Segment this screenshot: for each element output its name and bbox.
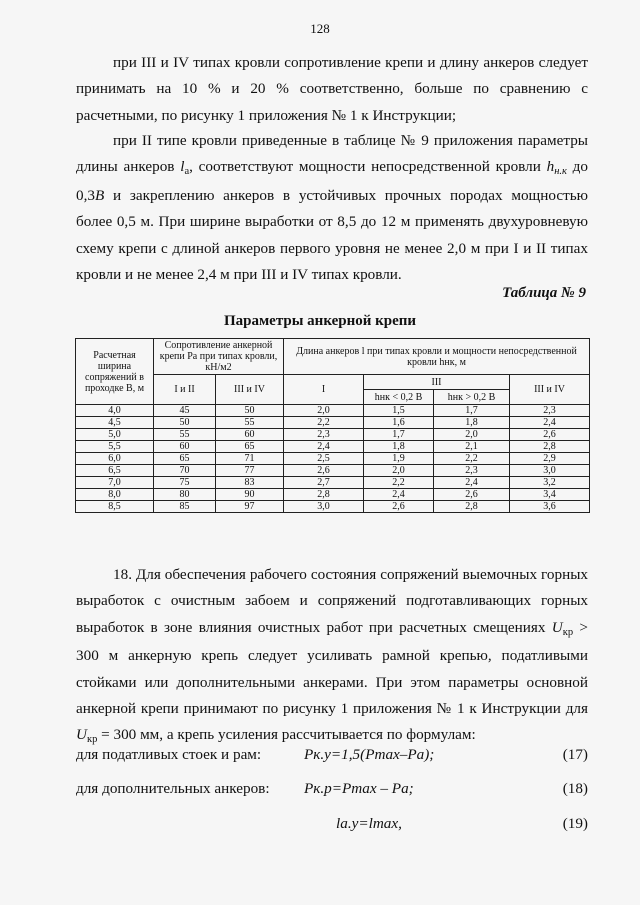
table-cell: 2,6: [510, 429, 590, 441]
col-length-type-1: I: [284, 375, 364, 405]
table-cell: 55: [154, 429, 216, 441]
table-cell: 50: [216, 405, 284, 417]
table-cell: 2,4: [284, 441, 364, 453]
table-cell: 5,5: [76, 441, 154, 453]
table-cell: 2,2: [434, 453, 510, 465]
table-cell: 6,5: [76, 465, 154, 477]
col-length-hnk-less: hнк < 0,2 В: [364, 390, 434, 405]
table-cell: 2,0: [364, 465, 434, 477]
table-cell: 3,2: [510, 477, 590, 489]
table-cell: 1,7: [364, 429, 434, 441]
table-cell: 1,8: [364, 441, 434, 453]
table-cell: 75: [154, 477, 216, 489]
table-cell: 45: [154, 405, 216, 417]
table-cell: 8,0: [76, 489, 154, 501]
table-cell: 80: [154, 489, 216, 501]
table-cell: 2,1: [434, 441, 510, 453]
formula-18-label: для дополнительных анкеров:: [76, 780, 270, 797]
table-cell: 2,6: [434, 489, 510, 501]
formula-18: Pк.р=Pmax – Pa;: [304, 780, 414, 797]
table-cell: 3,6: [510, 501, 590, 513]
table-cell: 2,3: [284, 429, 364, 441]
table-cell: 2,5: [284, 453, 364, 465]
table-cell: 2,4: [364, 489, 434, 501]
col-length-header: Длина анкеров l при типах кровли и мощности непосредственной кровли hнк, м: [284, 339, 590, 375]
table-cell: 2,8: [284, 489, 364, 501]
table-cell: 70: [154, 465, 216, 477]
table-row: [76, 441, 590, 453]
table-cell: 4,0: [76, 405, 154, 417]
table-cell: 77: [216, 465, 284, 477]
table-cell: 60: [154, 441, 216, 453]
table-cell: 55: [216, 417, 284, 429]
col-width-header: Расчетная ширина сопряжений в проходке В, м: [76, 339, 154, 405]
table-cell: 60: [216, 429, 284, 441]
col-length-hnk-greater: hнк > 0,2 В: [434, 390, 510, 405]
table-cell: 6,0: [76, 453, 154, 465]
page-number: 128: [310, 21, 330, 36]
anchor-parameters-table: [75, 338, 590, 513]
table-row: [76, 417, 590, 429]
table-cell: 3,0: [510, 465, 590, 477]
table-cell: 2,7: [284, 477, 364, 489]
table-row: [76, 477, 590, 489]
table-cell: 4,5: [76, 417, 154, 429]
col-resistance-header: Сопротивление анкерной крепи Pa при типах кровли, кН/м2: [154, 339, 284, 375]
table-cell: 3,4: [510, 489, 590, 501]
table-row: [76, 501, 590, 513]
table-cell: 83: [216, 477, 284, 489]
table-cell: 85: [154, 501, 216, 513]
table-cell: 7,0: [76, 477, 154, 489]
col-resist-type-1-2: I и II: [154, 375, 216, 405]
table-cell: 5,0: [76, 429, 154, 441]
table-cell: 2,9: [510, 453, 590, 465]
table-cell: 50: [154, 417, 216, 429]
table-cell: 2,4: [434, 477, 510, 489]
table-cell: 1,6: [364, 417, 434, 429]
table-cell: 2,8: [510, 441, 590, 453]
table-row: [76, 453, 590, 465]
table-cell: 3,0: [284, 501, 364, 513]
formula-17-label: для податливых стоек и рам:: [76, 746, 262, 763]
col-length-type-3-4: III и IV: [510, 375, 590, 405]
table-row: [76, 465, 590, 477]
table-cell: 1,9: [364, 453, 434, 465]
table-cell: 2,2: [364, 477, 434, 489]
table-cell: 65: [216, 441, 284, 453]
table-cell: 97: [216, 501, 284, 513]
table-cell: 1,8: [434, 417, 510, 429]
table-cell: 65: [154, 453, 216, 465]
table-cell: 71: [216, 453, 284, 465]
table-row: [76, 429, 590, 441]
table-body: [76, 405, 590, 513]
table-cell: 1,7: [434, 405, 510, 417]
table-cell: 2,6: [364, 501, 434, 513]
table-cell: 2,6: [284, 465, 364, 477]
table-title: Параметры анкерной крепи: [223, 313, 417, 329]
table-cell: 8,5: [76, 501, 154, 513]
formula-19-number: (19): [562, 815, 588, 832]
paragraph-roof-type-2: при II типе кровли приведенные в таблице № 9 приложения параметры длины анкеров la, соответствуют мощности непосредственной кровли hн.к до 0,3B и закреплению анкеров в устойчивых прочных породах мощностью более 0,5 м. При ширине выработки от 8,5 до 12 м применять двухуровневую схему крепи с длиной анкеров первого уровня не менее 2,0 м при I и II типах кровли и не менее 2,4 м при III и IV типах кровли.: [76, 132, 589, 284]
table-cell: 2,0: [434, 429, 510, 441]
table-row: [76, 489, 590, 501]
col-resist-type-3-4: III и IV: [216, 375, 284, 405]
table-cell: 2,0: [284, 405, 364, 417]
table-label: Таблица № 9: [502, 285, 586, 301]
table-cell: 2,3: [434, 465, 510, 477]
table-cell: 1,5: [364, 405, 434, 417]
paragraph-clause-18: 18. Для обеспечения рабочего состояния сопряжений выемочных горных выработок с очистным забоем и сопряжений подготавливающих горных выработок в зоне влияния очистных работ при расчетных смещениях Uкр > 300 м анкерную крепь следует усиливать рамной крепью, податливыми стойками или дополнительными анкерами. При этом параметры основной анкерной крепи принимают по рисунку 1 приложения № 1 к Инструкции для Uкр = 300 мм, а крепь усиления рассчитывается по формулам:: [76, 566, 588, 746]
table-cell: 2,4: [510, 417, 590, 429]
formula-19: lа.у=lmax,: [336, 815, 402, 832]
col-length-type-3: III: [364, 375, 510, 390]
formula-17: Pк.у=1,5(Pmax–Pa);: [304, 746, 435, 763]
formula-18-number: (18): [562, 780, 588, 797]
table-cell: 2,3: [510, 405, 590, 417]
paragraph-roof-types-3-4: при III и IV типах кровли сопротивление крепи и длину анкеров следует принимать на 10 % и 20 % соответственно, больше по сравнению с расчетными, по рисунку 1 приложения № 1 к Инструкции;: [76, 54, 588, 124]
table-cell: 2,8: [434, 501, 510, 513]
table-row: [76, 405, 590, 417]
table-cell: 90: [216, 489, 284, 501]
formula-17-number: (17): [562, 746, 588, 763]
table-cell: 2,2: [284, 417, 364, 429]
